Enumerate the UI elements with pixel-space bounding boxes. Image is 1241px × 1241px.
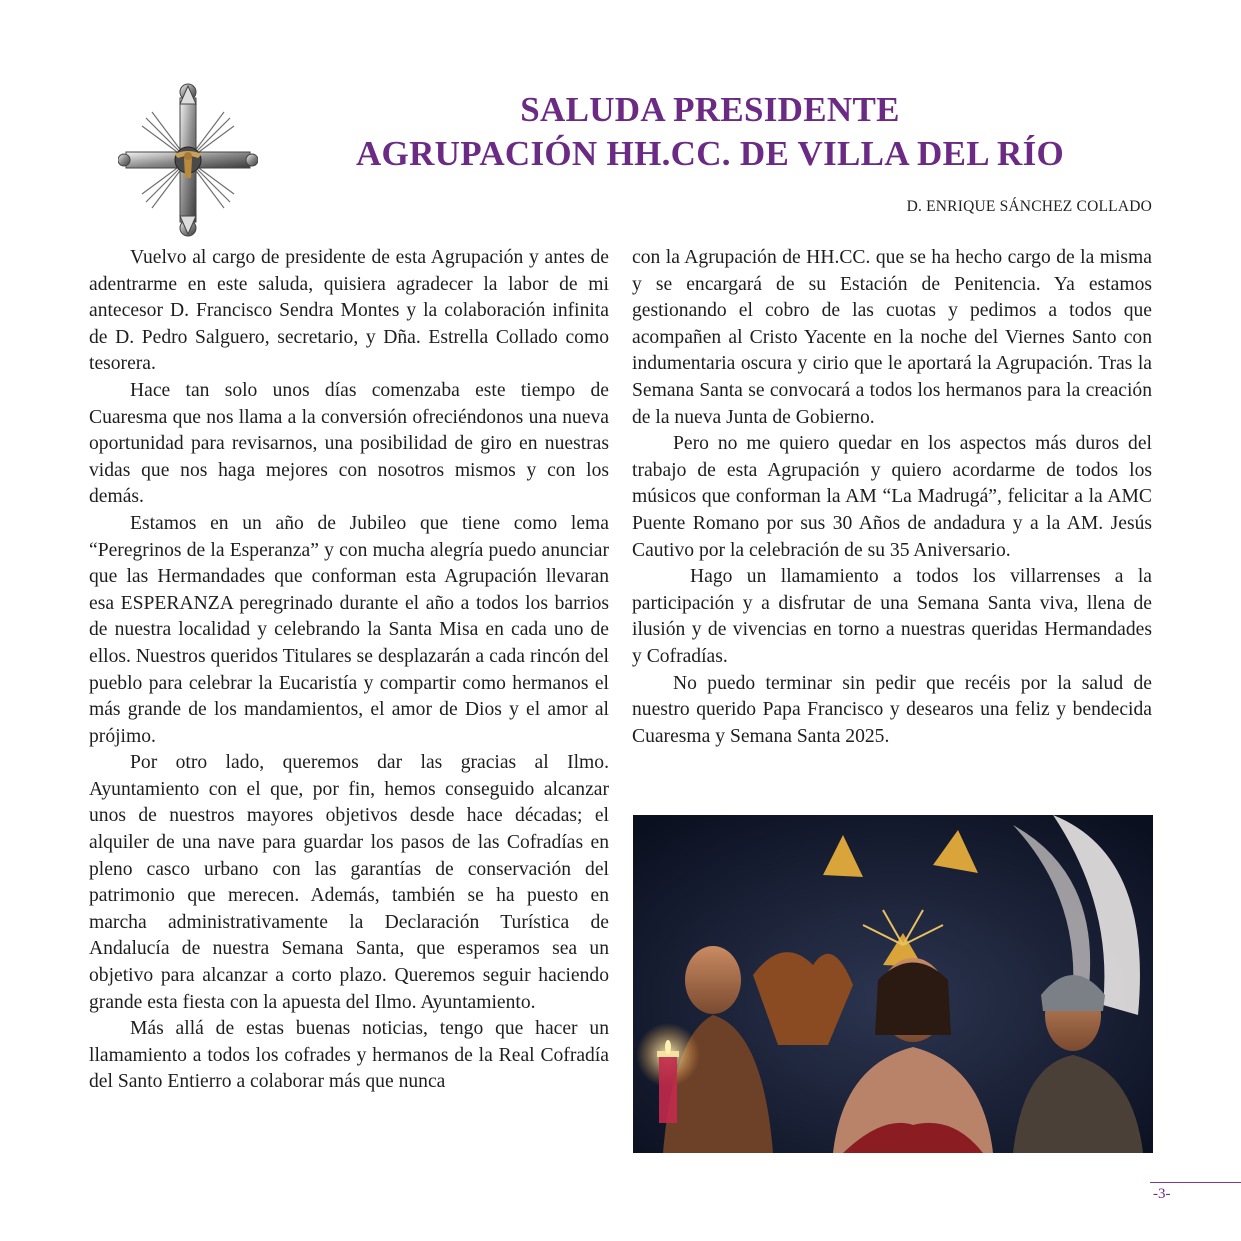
paragraph: Por otro lado, queremos dar las gracias al Ilmo. Ayuntamiento con el que, por fin, hemos conseguido alcanzar unos de nuestros mayores objetivos desde hace décadas; el alquiler de una nave para guardar los pasos de las Cofradías en pleno casco urbano con las garantías de conservación del patrimonio que merecen. Además, también se ha puesto en marcha administrativamente la Declaración Turística de Andalucía de nuestra Semana Santa, que esperamos sea un objetivo para alcanzar a corto plazo. Queremos seguir haciendo grande esta fiesta con la apuesta del Ilmo. Ayuntamiento.: [89, 752, 609, 1013]
paragraph: Más allá de estas buenas noticias, tengo que hacer un llamamiento a todos los cofrades y hermanos de la Real Cofradía del Santo Entierro a colaborar más que nunca: [89, 1018, 609, 1093]
page-title: [300, 88, 1120, 176]
title-line-1: SALUDA PRESIDENTE: [520, 90, 900, 129]
paragraph: Hace tan solo unos días comenzaba este tiempo de Cuaresma que nos llama a la conversión ofreciéndonos una nueva oportunidad para revisarnos, una posibilidad de giro en nuestras vidas que nos haga mejores con nosotros mismos y con los demás.: [89, 379, 609, 508]
title-line-2: AGRUPACIÓN HH.CC. DE VILLA DEL RÍO: [355, 134, 1065, 173]
left-column: [89, 245, 609, 1096]
paragraph: con la Agrupación de HH.CC. que se ha hecho cargo de la misma y se encargará de su Estación de Penitencia. Ya estamos gestionando el cobro de las cuotas y pedimos a todos que acompañen al Cristo Yacente en la noche del Viernes Santo con indumentaria oscura y cirio que le aportará la Agrupación. Tras la Semana Santa se convocará a todos los hermanos para la creación de la nueva Junta de Gobierno.: [632, 247, 1152, 428]
author-name: D. ENRIQUE SÁNCHEZ COLLADO: [906, 198, 1152, 215]
paragraph: Pero no me quiero quedar en los aspectos más duros del trabajo de esta Agrupación y quiero acordarme de todos los músicos que conforman la AM “La Madrugá”, felicitar a la AMC Puente Romano por sus 30 Años de andadura y a la AM. Jesús Cautivo por la celebración de su 35 Aniversario.: [632, 433, 1152, 561]
paragraph: No puedo terminar sin pedir que recéis por la salud de nuestro querido Papa Francisco y desearos una feliz y bendecida Cuaresma y Semana Santa 2025.: [632, 672, 1152, 747]
paragraph: Hago un llamamiento a todos los villarrenses a la participación y a disfrutar de una Semana Santa viva, llena de ilusión y de vivencias en torno a nuestras queridas Hermandades y Cofradías.: [632, 566, 1152, 667]
ornate-cross-icon: [118, 82, 258, 238]
paragraph: Vuelvo al cargo de presidente de esta Agrupación y antes de adentrarme en este saluda, quisiera agradecer la labor de mi antecesor D. Francisco Sendra Montes y la colaboración infinita de D. Pedro Salguero, secretario, y Dña. Estrella Collado como tesorera.: [89, 247, 609, 375]
right-column: [632, 245, 1152, 750]
footer-rule: [1150, 1182, 1241, 1183]
page-number: -3-: [1153, 1186, 1171, 1202]
paragraph: Estamos en un año de Jubileo que tiene como lema “Peregrinos de la Esperanza” y con mucha alegría puedo anunciar que las Hermandades que conforman esta Agrupación llevaran esa ESPERANZA peregrinado durante el año a todos los barrios de nuestra localidad y celebrando la Santa Misa en cada uno de ellos. Nuestros queridos Titulares se desplazarán a cada rincón del pueblo para celebrar la Eucaristía y compartir como hermanos el más grande de los mandamientos, el amor de Dios y el amor al prójimo.: [89, 512, 609, 747]
procession-image-icon: [633, 815, 1153, 1153]
